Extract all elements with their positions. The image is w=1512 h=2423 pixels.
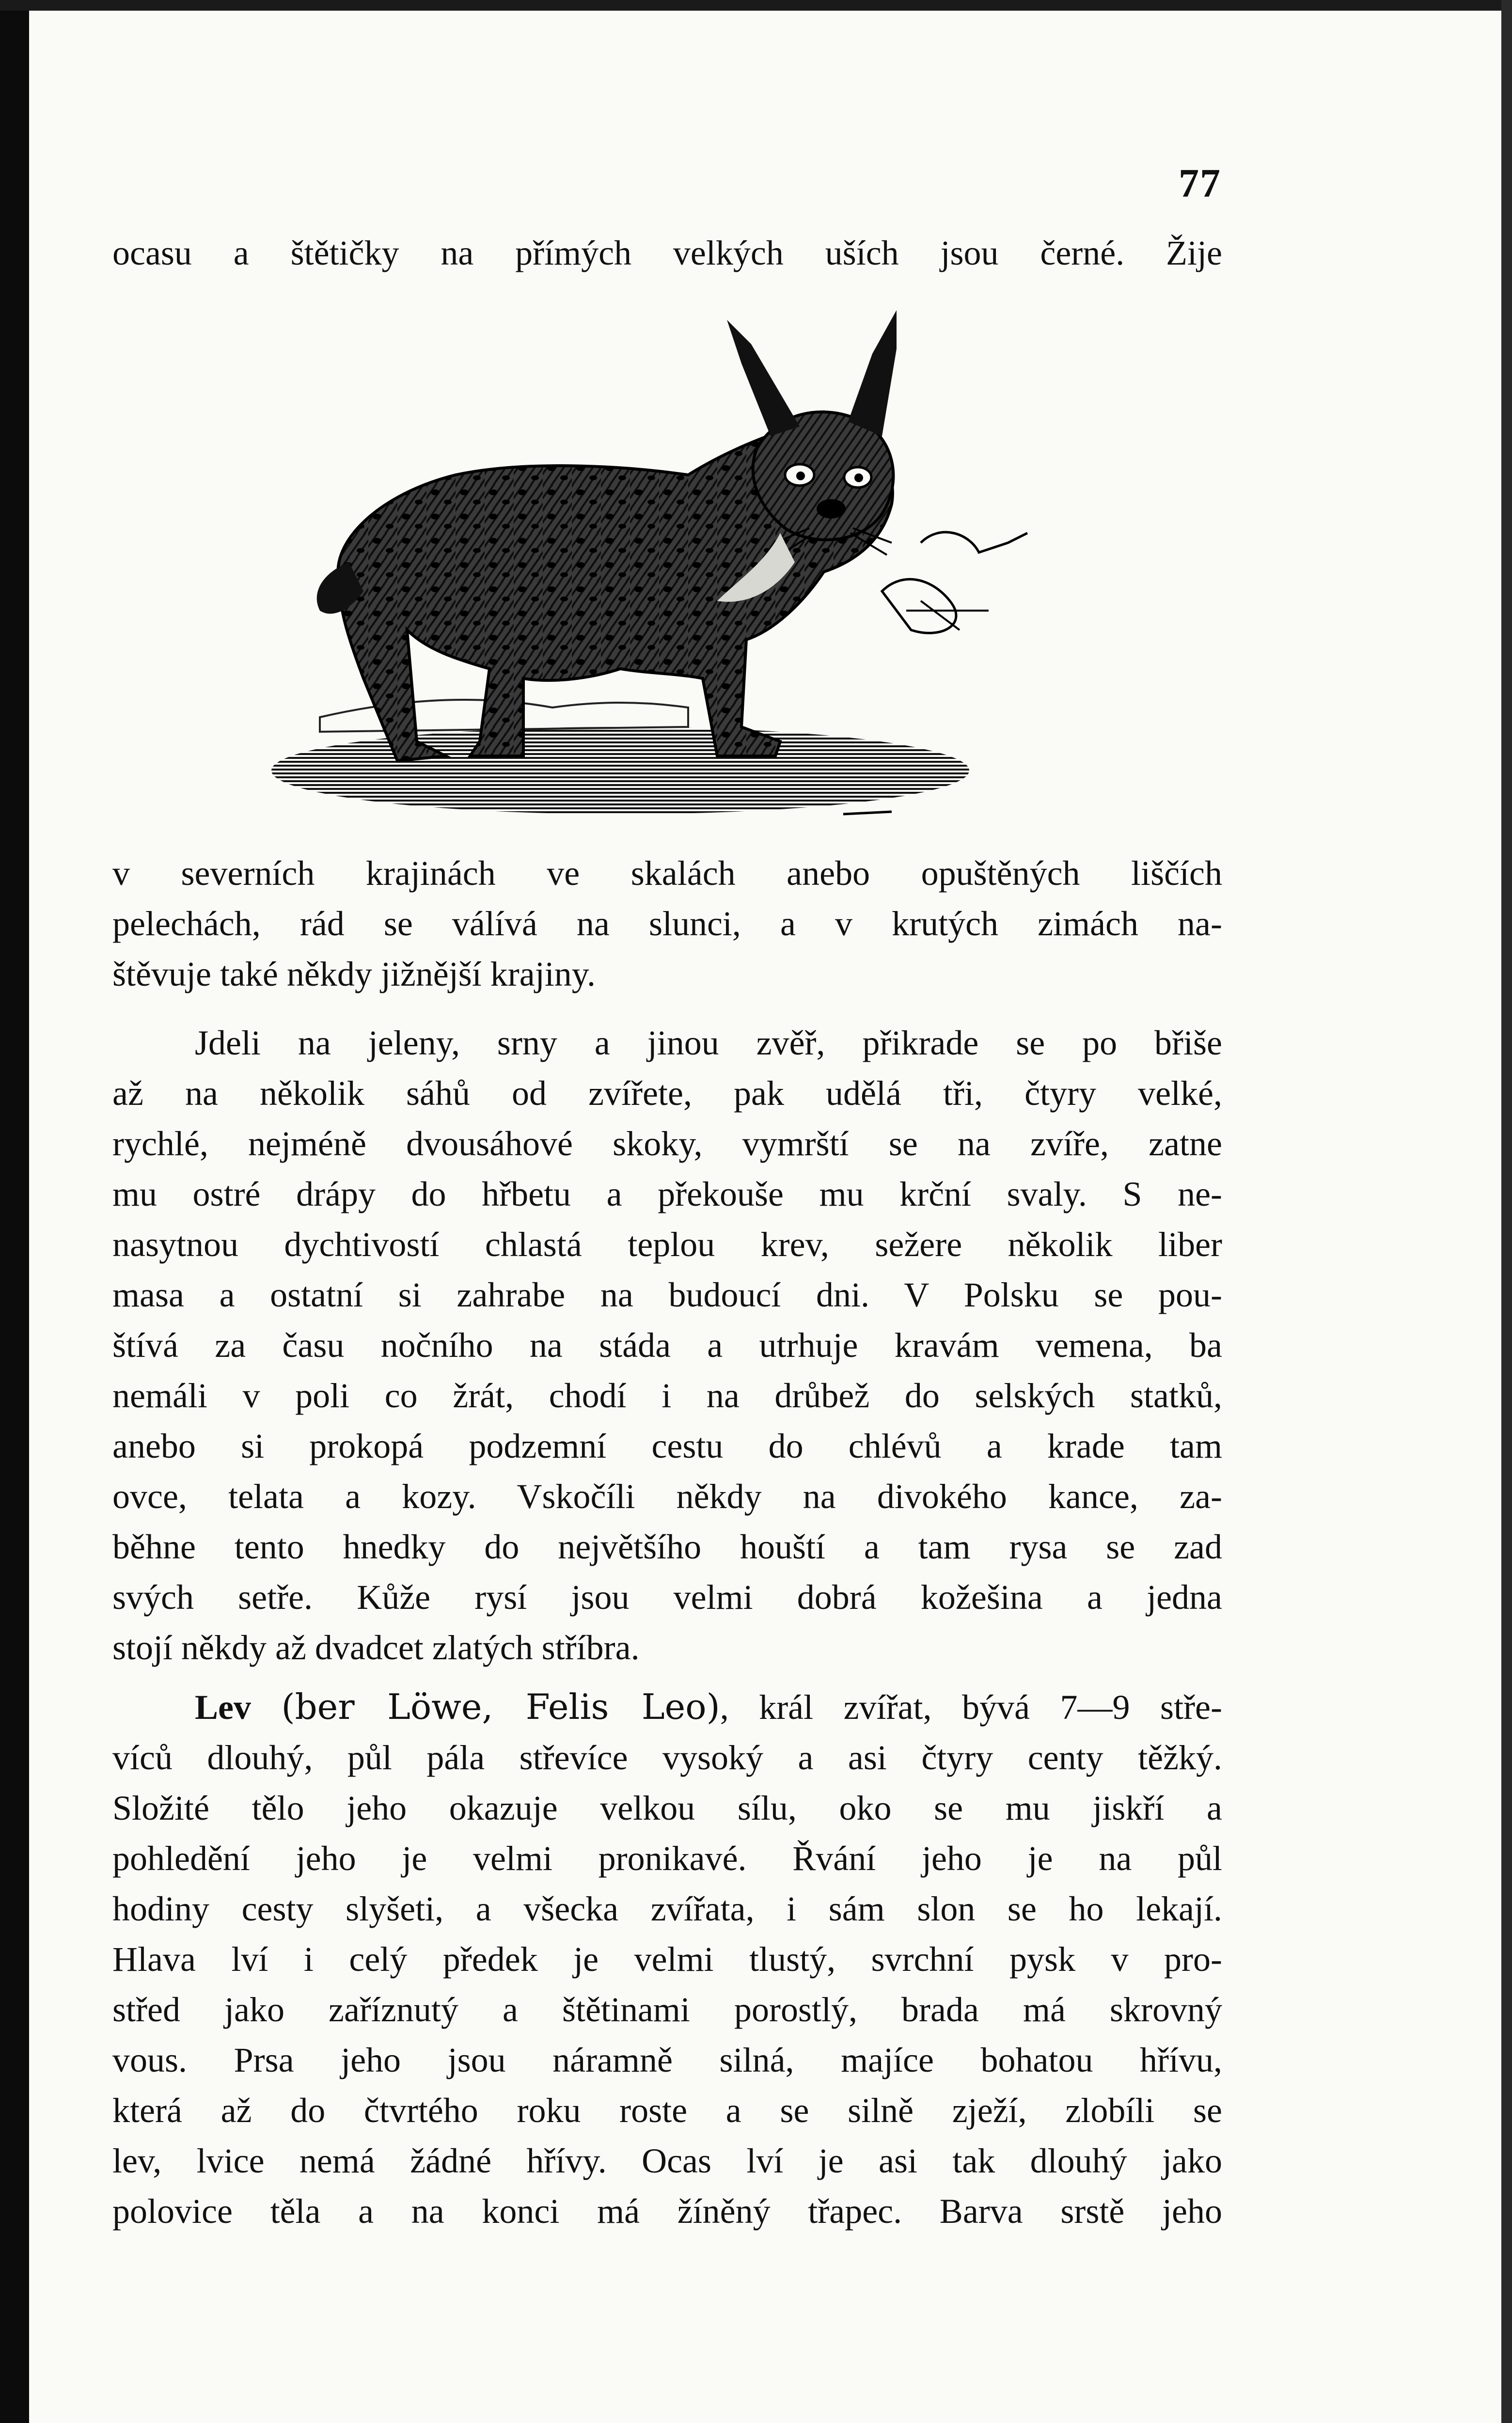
text-line: štívá za času nočního na stáda a utrhuje kravám vemena, ba — [112, 1326, 1222, 1365]
text-line: Hlava lví i celý předek je velmi tlustý, svrchní pysk v pro- — [112, 1940, 1222, 1979]
text-line: v severních krajinách ve skalách anebo opuštěných liščích — [112, 854, 1222, 893]
scan-edge-top — [0, 0, 1512, 11]
lynx-left-ear — [727, 320, 800, 436]
paragraph-2 — [112, 1018, 1222, 1673]
text-line: nasytnou dychtivostí chlastá teplou krev, sežere několik liber — [112, 1225, 1222, 1264]
text-line: rychlé, nejméně dvousáhové skoky, vymrští se na zvíře, zatne — [112, 1124, 1222, 1163]
scan-edge-left — [0, 0, 29, 2423]
text-line: mu ostré drápy do hřbetu a překouše mu krční svaly. S ne- — [112, 1175, 1222, 1213]
text-line: ovce, telata a kozy. Vskočíli někdy na divokého kance, za- — [112, 1477, 1222, 1516]
text-line: střed jako zaříznutý a štětinami porostlý, brada má skrovný — [112, 1990, 1222, 2029]
page-number: 77 — [1179, 161, 1221, 206]
text-line: Složité tělo jeho okazuje velkou sílu, oko se mu jiskří a — [112, 1789, 1222, 1827]
text-line: Jdeli na jeleny, srny a jinou zvěř, přikrade se po břiše — [195, 1023, 1222, 1062]
text-line: lev, lvice nemá žádné hřívy. Ocas lví je asi tak dlouhý jako — [112, 2141, 1222, 2180]
text-line: svých setře. Kůže rysí jsou velmi dobrá kožešina a jedna — [112, 1578, 1222, 1617]
engraver-mark — [843, 812, 892, 814]
scan-edge-right — [1501, 0, 1512, 2423]
text-line: hodiny cesty slyšeti, a všecka zvířata, i sám slon se ho lekají. — [112, 1889, 1222, 1928]
text-line: stojí někdy až dvadcet zlatých stříbra. — [112, 1628, 640, 1667]
text-line: masa a ostatní si zahrabe na budoucí dni. V Polsku se pou- — [112, 1275, 1222, 1314]
lynx-nose — [817, 499, 846, 519]
text-line: vous. Prsa jeho jsou náramně silná, majíce bohatou hřívu, — [112, 2041, 1222, 2079]
prey-remains — [882, 532, 1027, 633]
lynx-illustration — [252, 291, 1081, 853]
lynx-right-ear — [848, 310, 897, 436]
paragraph-3 — [112, 1682, 1222, 2236]
text-line: štěvuje také někdy jižnější krajiny. — [112, 955, 596, 993]
entry-head-paren: (ber Löwe, Felis Leo) — [281, 1686, 720, 1727]
entry-first-line-rest: , král zvířat, bývá 7—9 stře- — [720, 1688, 1222, 1727]
ground-shadow — [271, 727, 969, 814]
text-line: polovice těla a na konci má žíněný třapec. Barva srstě jeho — [112, 2192, 1222, 2231]
text-line: běhne tento hnedky do největšího houští a tam rysa se zad — [112, 1527, 1222, 1566]
text-line: anebo si prokopá podzemní cestu do chlévů a krade tam — [112, 1427, 1222, 1465]
top-text-line — [112, 228, 1222, 278]
text-line: pelechách, rád se válívá na slunci, a v krutých zimách na- — [112, 904, 1222, 943]
text-line: pohledění jeho je velmi pronikavé. Řvání jeho je na půl — [112, 1839, 1222, 1878]
text-line: ocasu a štětičky na přímých velkých uších jsou černé. Žije — [112, 234, 1222, 272]
text-line: víců dlouhý, půl pála střevíce vysoký a asi čtyry centy těžký. — [112, 1738, 1222, 1777]
text-line: až na několik sáhů od zvířete, pak udělá tři, čtyry velké, — [112, 1074, 1222, 1113]
text-line: která až do čtvrtého roku roste a se silně zježí, zlobíli se — [112, 2091, 1222, 2130]
text-line: nemáli v poli co žrát, chodí i na drůbež do selských statků, — [112, 1376, 1222, 1415]
paragraph-1 — [112, 848, 1222, 999]
paragraph-3-first-line — [112, 1682, 1222, 1732]
entry-head-word: Lev — [195, 1688, 251, 1727]
